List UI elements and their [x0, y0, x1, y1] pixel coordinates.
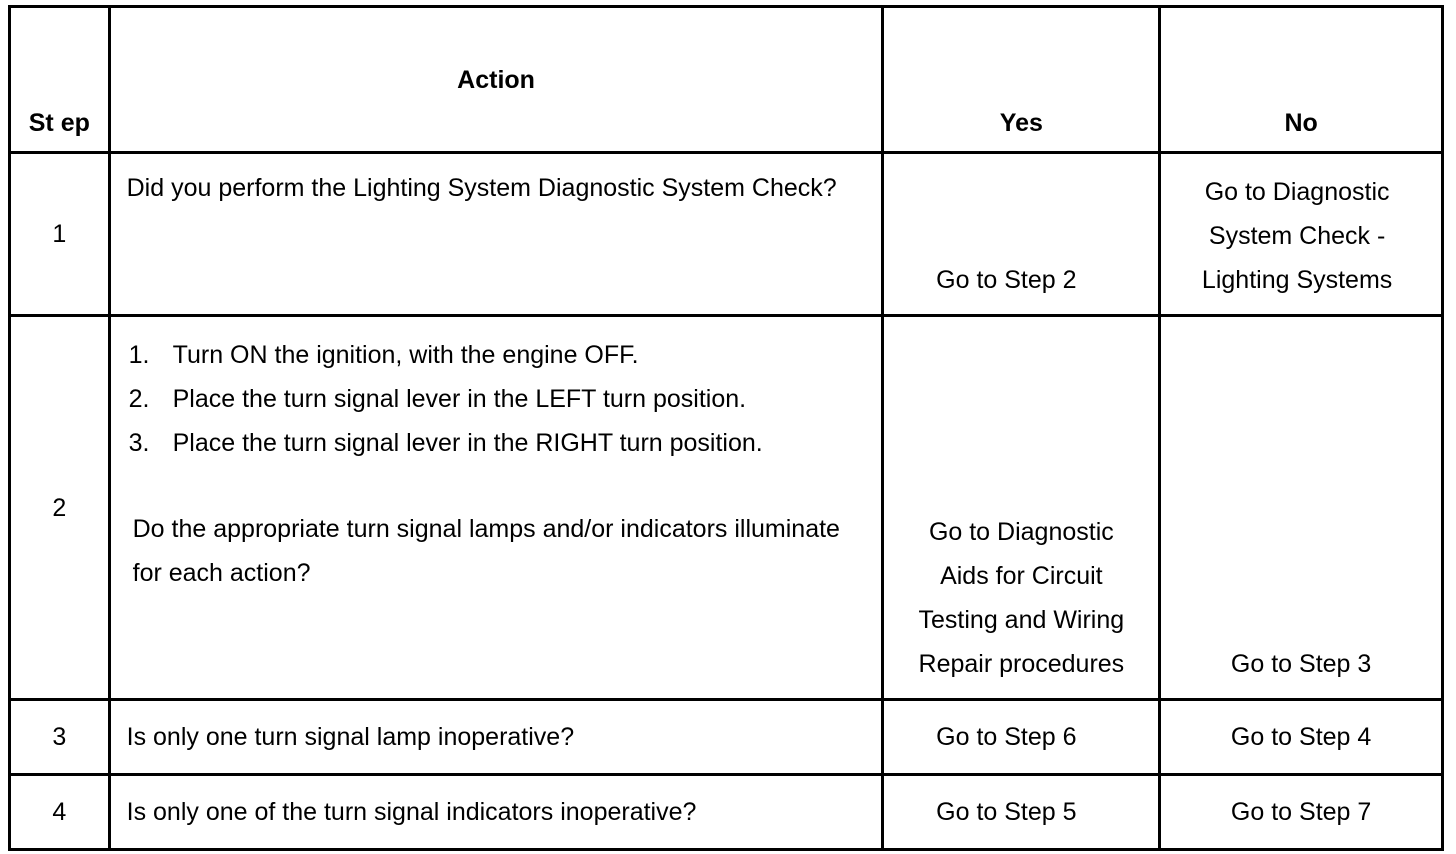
question-text: Do the appropriate turn signal lamps and/or indicators illuminate for each action? — [132, 515, 840, 587]
yes-cell: Go to Step 6 — [883, 700, 1160, 775]
header-action: Action — [109, 7, 883, 153]
action-cell: Is only one turn signal lamp inoperative? — [109, 700, 883, 775]
action-cell — [109, 316, 883, 700]
step-number: 2 — [10, 316, 110, 700]
no-cell: Go to Step 4 — [1160, 700, 1443, 775]
yes-cell: Go to Step 5 — [883, 775, 1160, 850]
list-item-number: 2. — [128, 385, 150, 413]
step-number: 4 — [10, 775, 110, 850]
header-no: No — [1160, 7, 1443, 153]
header-yes: Yes — [883, 7, 1160, 153]
header-row — [10, 7, 1443, 153]
table-row — [10, 700, 1443, 775]
list-item-number: 3. — [128, 429, 150, 457]
table-row — [10, 153, 1443, 316]
yes-cell: Go to Step 2 — [883, 153, 1160, 316]
list-item — [127, 421, 862, 465]
list-item-text: Turn ON the ignition, with the engine OFF. — [172, 341, 639, 369]
step-number: 3 — [10, 700, 110, 775]
action-cell: Is only one of the turn signal indicators inoperative? — [109, 775, 883, 850]
list-item — [127, 333, 862, 377]
table-row — [10, 775, 1443, 850]
no-cell: Go to Step 3 — [1160, 316, 1443, 700]
list-item-text: Place the turn signal lever in the RIGHT turn position. — [172, 429, 763, 457]
action-text: Did you perform the Lighting System Diagnostic System Check? — [126, 174, 837, 202]
list-item-number: 1. — [128, 341, 150, 369]
diagnostic-table — [8, 5, 1444, 851]
list-item-text: Place the turn signal lever in the LEFT turn position. — [172, 385, 747, 413]
step-number: 1 — [10, 153, 110, 316]
list-item — [127, 377, 862, 421]
no-cell: Go to Step 7 — [1160, 775, 1443, 850]
header-step: St ep — [10, 7, 110, 153]
table-row — [10, 316, 1443, 700]
spacer — [127, 465, 862, 507]
no-cell: Go to Diagnostic System Check - Lighting Systems — [1160, 153, 1443, 316]
action-cell — [109, 153, 883, 316]
yes-cell: Go to Diagnostic Aids for Circuit Testing and Wiring Repair procedures — [883, 316, 1160, 700]
